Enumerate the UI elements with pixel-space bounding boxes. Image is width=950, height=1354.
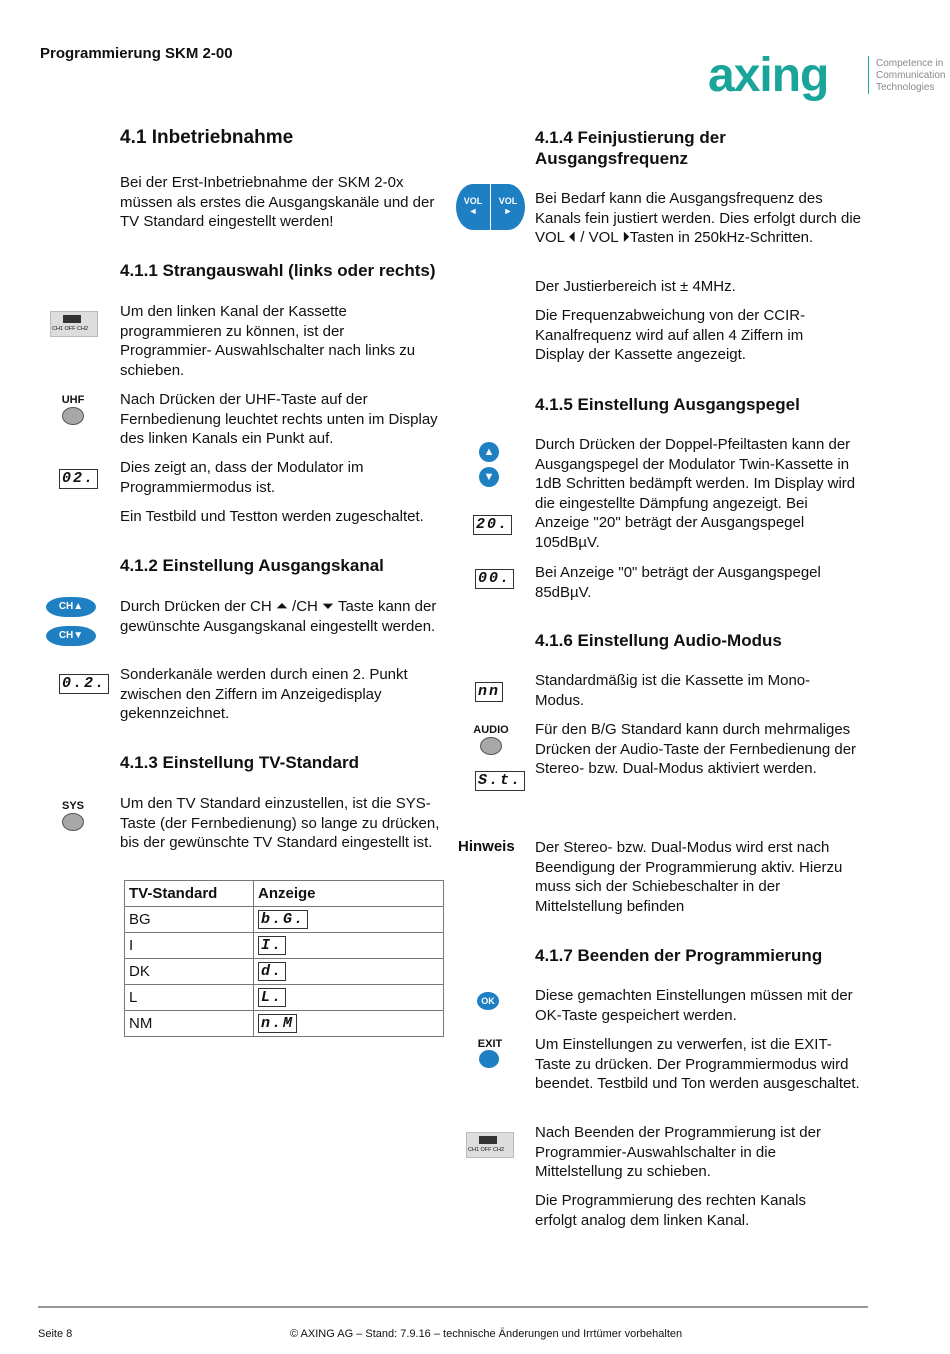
table-cell: L bbox=[125, 985, 254, 1011]
section-4-1-2-title: 4.1.2 Einstellung Ausgangskanal bbox=[120, 556, 384, 575]
section-4-1-4-p3: Die Frequenzabweichung von der CCIR-Kanalfrequenz wird auf allen 4 Ziffern im Display der Kassette angezeigt. bbox=[535, 307, 806, 364]
audio-button-label: AUDIO bbox=[473, 724, 509, 736]
lcd-display-icon: S.t. bbox=[475, 771, 525, 791]
sys-button-icon bbox=[62, 813, 84, 831]
section-4-1-7-p2: Um Einstellungen zu verwerfen, ist die EXIT-Taste zu drücken. Der Programmiermodus wird beendet. Testbild und Ton werden ausgeschaltet. bbox=[535, 1036, 860, 1093]
audio-button-icon bbox=[480, 737, 502, 755]
table-cell: DK bbox=[125, 959, 254, 985]
section-4-1-1-p4: Ein Testbild und Testton werden zugeschaltet. bbox=[120, 508, 424, 525]
section-4-1-6-p1: Standardmäßig ist die Kassette im Mono-Modus. bbox=[535, 672, 811, 709]
lcd-display-icon: 02. bbox=[59, 469, 98, 489]
arrow-up-button-icon: ▲ bbox=[479, 442, 499, 462]
uhf-button-label: UHF bbox=[61, 394, 85, 406]
table-cell bbox=[254, 985, 444, 1011]
section-4-1-6-p2: Für den B/G Standard kann durch mehrmaliges Drücken der Audio-Taste der Fernbedienung der Stereo- bzw. Dual-Modus aktiviert werden. bbox=[535, 721, 857, 778]
lcd-display-icon: 00. bbox=[475, 569, 514, 589]
table-cell bbox=[254, 933, 444, 959]
section-4-1-7-p1: Diese gemachten Einstellungen müssen mit der OK-Taste gespeichert werden. bbox=[535, 987, 853, 1024]
exit-button-icon bbox=[479, 1050, 499, 1068]
section-4-1-4-title: 4.1.4 Feinjustierung der Ausgangsfrequenz bbox=[535, 128, 726, 168]
table-row bbox=[125, 959, 444, 985]
table-cell: BG bbox=[125, 907, 254, 933]
tv-standard-table bbox=[124, 880, 444, 1037]
logo-tagline: Competence in Communication Technologies bbox=[876, 58, 946, 93]
lcd-display-icon: nn bbox=[475, 682, 503, 702]
logo-divider bbox=[868, 56, 869, 94]
uhf-button-icon bbox=[62, 407, 84, 425]
ok-button-icon: OK bbox=[477, 992, 499, 1010]
lcd-display-icon: I. bbox=[258, 936, 286, 955]
table-cell bbox=[254, 907, 444, 933]
hinweis-label: Hinweis bbox=[458, 838, 515, 855]
ch-down-button-icon: CH▼ bbox=[46, 626, 96, 646]
table-row bbox=[125, 907, 444, 933]
section-4-1-3-title: 4.1.3 Einstellung TV-Standard bbox=[120, 753, 359, 772]
lcd-display-icon: L. bbox=[258, 988, 286, 1007]
ch-up-button-icon: CH▲ bbox=[46, 597, 96, 617]
exit-button-label: EXIT bbox=[477, 1038, 503, 1050]
table-row bbox=[125, 933, 444, 959]
table-header: Anzeige bbox=[254, 881, 444, 907]
section-4-1-4-p2: Der Justierbereich ist ± 4MHz. bbox=[535, 278, 736, 295]
lcd-display-icon: b.G. bbox=[258, 910, 308, 929]
table-row bbox=[125, 985, 444, 1011]
table-cell: I bbox=[125, 933, 254, 959]
table-row bbox=[125, 1011, 444, 1037]
footer-divider bbox=[38, 1306, 868, 1308]
section-4-1-2-p1: Durch Drücken der CH ⏶ /CH ⏷ Taste kann der gewünschte Ausgangskanal eingestellt werden. bbox=[120, 598, 437, 635]
table-header: TV-Standard bbox=[125, 881, 254, 907]
page-number: Seite 8 bbox=[38, 1328, 73, 1340]
section-4-1-1-p3: Dies zeigt an, dass der Modulator im Programmiermodus ist. bbox=[120, 459, 364, 496]
axing-logo: axing bbox=[708, 49, 829, 102]
section-4-1-3-p1: Um den TV Standard einzustellen, ist die SYS-Taste (der Fernbedienung) so lange zu drücken, bis der gewünschte TV Standard eingestellt ist. bbox=[120, 795, 440, 852]
table-header-row bbox=[125, 881, 444, 907]
section-4-1-7-p3: Nach Beenden der Programmierung ist der Programmier-Auswahlschalter in die Mittelstellung zu schieben. bbox=[535, 1124, 821, 1181]
table-cell bbox=[254, 959, 444, 985]
hinweis-text: Der Stereo- bzw. Dual-Modus wird erst nach Beendigung der Programmierung aktiv. Hierzu muss sich der Schiebeschalter in der Mittelstellung befinden bbox=[535, 839, 843, 915]
section-4-1-2-p2: Sonderkanäle werden durch einen 2. Punkt zwischen den Ziffern im Anzeigedisplay gekennzeichnet. bbox=[120, 666, 408, 723]
section-4-1-7-p4: Die Programmierung des rechten Kanals erfolgt analog dem linken Kanal. bbox=[535, 1192, 806, 1229]
lcd-display-icon: 0.2. bbox=[59, 674, 109, 694]
section-4-1-title: 4.1 Inbetriebnahme bbox=[120, 127, 294, 148]
arrow-down-button-icon: ▼ bbox=[479, 467, 499, 487]
section-4-1-6-title: 4.1.6 Einstellung Audio-Modus bbox=[535, 631, 782, 650]
table-cell: NM bbox=[125, 1011, 254, 1037]
section-4-1-1-title: 4.1.1 Strangauswahl (links oder rechts) bbox=[120, 261, 436, 280]
section-4-1-7-title: 4.1.7 Beenden der Programmierung bbox=[535, 946, 823, 965]
footer-copyright: © AXING AG – Stand: 7.9.16 – technische Änderungen und Irrtümer vorbehalten bbox=[290, 1328, 683, 1340]
sys-button-label: SYS bbox=[61, 800, 84, 812]
vol-left-button-icon: VOL ◄ bbox=[456, 184, 490, 230]
table-cell bbox=[254, 1011, 444, 1037]
page-header-title: Programmierung SKM 2-00 bbox=[40, 45, 233, 62]
lcd-display-icon: 20. bbox=[473, 515, 512, 535]
vol-right-button-icon: VOL ► bbox=[491, 184, 525, 230]
section-4-1-1-p1: Um den linken Kanal der Kassette programmieren zu können, ist der Programmier- Auswahlschalter nach links zu schieben. bbox=[120, 303, 416, 379]
section-4-1-text: Bei der Erst-Inbetriebnahme der SKM 2-0x müssen als erstes die Ausgangskanäle und der TV Standard eingestellt werden! bbox=[120, 174, 435, 231]
section-4-1-5-p2: Bei Anzeige "0" beträgt der Ausgangspegel 85dBµV. bbox=[535, 564, 821, 601]
lcd-display-icon: d. bbox=[258, 962, 286, 981]
section-4-1-5-title: 4.1.5 Einstellung Ausgangspegel bbox=[535, 395, 800, 414]
selector-switch-icon: CH1 OFF CH2 bbox=[466, 1132, 514, 1158]
section-4-1-4-p1: Bei Bedarf kann die Ausgangsfrequenz des Kanals fein justiert werden. Dies erfolgt durch die VOL ⏴ / VOL ⏵Tasten in 250kHz-Schritten. bbox=[535, 190, 862, 247]
section-4-1-5-p1: Durch Drücken der Doppel-Pfeiltasten kann der Ausgangspegel der Modulator Twin-Kassette in 1dB Schritten bedämpft werden. Im Display wird die eingestellte Dämpfung angezeigt. Bei Anzeige "20" beträgt der Ausgangspegel 105dBµV. bbox=[535, 436, 856, 551]
section-4-1-1-p2: Nach Drücken der UHF-Taste auf der Fernbedienung leuchtet rechts unten im Display des linken Kanals ein Punkt auf. bbox=[120, 391, 438, 448]
selector-switch-icon: CH1 OFF CH2 bbox=[50, 311, 98, 337]
lcd-display-icon: n.M bbox=[258, 1014, 297, 1033]
